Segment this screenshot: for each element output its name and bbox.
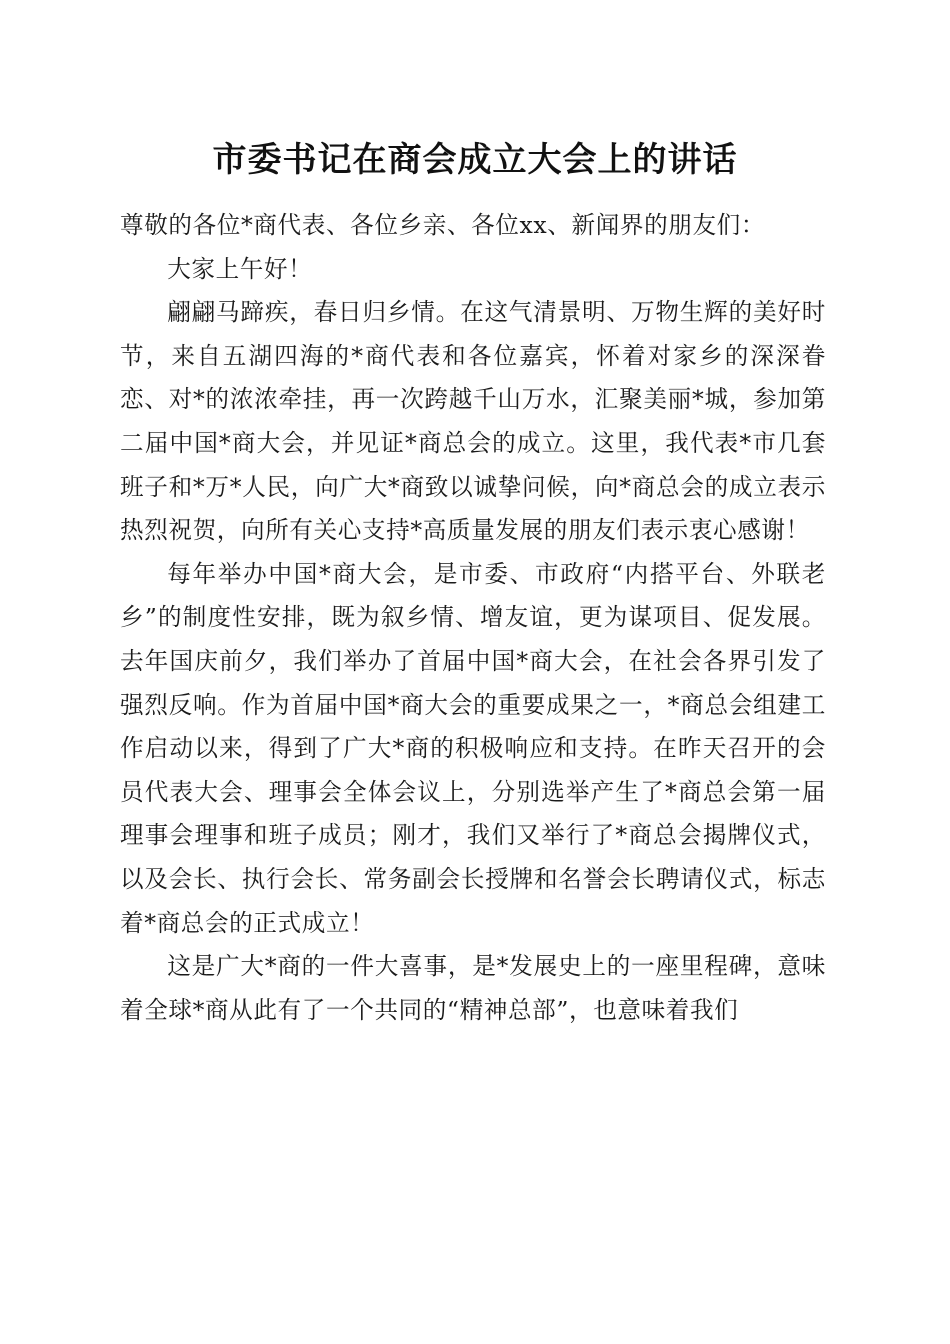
document-body: [120, 204, 826, 1032]
paragraph: 每年举办中国*商大会，是市委、市政府“内搭平台、外联老乡”的制度性安排，既为叙乡情、增友谊，更为谋项目、促发展。去年国庆前夕，我们举办了首届中国*商大会，在社会各界引发了强烈反响。作为首届中国*商大会的重要成果之一，*商总会组建工作启动以来，得到了广大*商的积极响应和支持。在昨天召开的会员代表大会、理事会全体会议上，分别选举产生了*商总会第一届理事会理事和班子成员；刚才，我们又举行了*商总会揭牌仪式，以及会长、执行会长、常务副会长授牌和名誉会长聘请仪式，标志着*商总会的正式成立！: [120, 559, 826, 937]
greeting: 大家上午好！: [167, 254, 313, 283]
paragraph: 这是广大*商的一件大喜事，是*发展史上的一座里程碑，意味着全球*商从此有了一个共同的“精神总部”，也意味着我们: [120, 952, 826, 1024]
paragraph: 翩翩马蹄疾，春日归乡情。在这气清景明、万物生辉的美好时节，来自五湖四海的*商代表和各位嘉宾，怀着对家乡的深深眷恋、对*的浓浓牵挂，再一次跨越千山万水，汇聚美丽*城，参加第二届中国*商大会，并见证*商总会的成立。这里，我代表*市几套班子和*万*人民，向广大*商致以诚挚问候，向*商总会的成立表示热烈祝贺，向所有关心支持*高质量发展的朋友们表示衷心感谢！: [120, 298, 826, 545]
page-title: 市委书记在商会成立大会上的讲话: [212, 140, 738, 180]
salutation: 尊敬的各位*商代表、各位乡亲、各位xx、新闻界的朋友们：: [120, 211, 766, 239]
